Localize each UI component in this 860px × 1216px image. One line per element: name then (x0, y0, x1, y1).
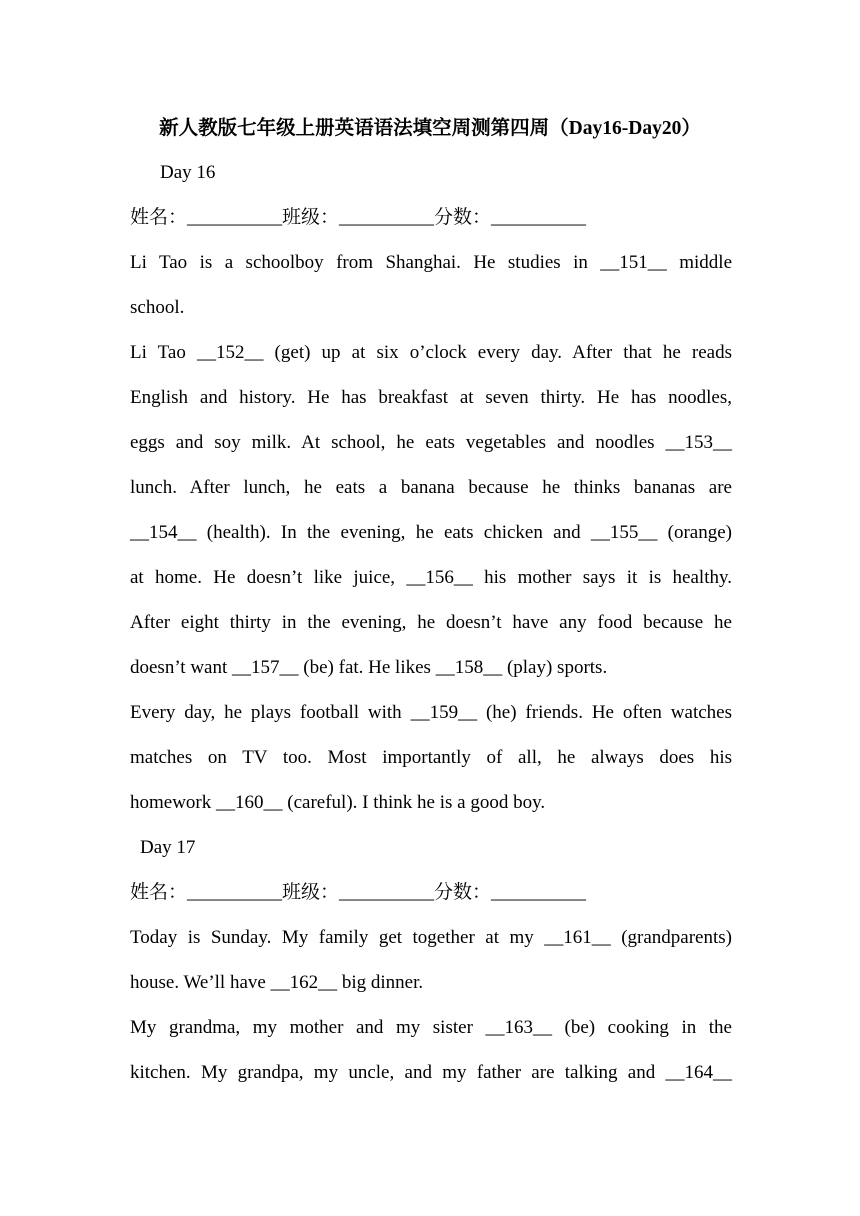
document-page (130, 0, 732, 1216)
day16-text-line: homework __160__ (careful). I think he is a good boy. (130, 792, 546, 813)
day16-text-line: eggs and soy milk. At school, he eats vegetables and noodles __153__ (130, 432, 732, 453)
day16-text-line: matches on TV too. Most importantly of all, he always does his (130, 747, 732, 768)
day16-text-line: Li Tao is a schoolboy from Shanghai. He studies in __151__ middle (130, 252, 732, 273)
day16-text-line: doesn’t want __157__ (be) fat. He likes __158__ (play) sports. (130, 657, 608, 678)
day17-text-line: kitchen. My grandpa, my uncle, and my father are talking and __164__ (130, 1062, 732, 1083)
page-title: 新人教版七年级上册英语语法填空周测第四周（Day16-Day20） (159, 118, 701, 139)
day17-text-line: Today is Sunday. My family get together at my __161__ (grandparents) (130, 927, 732, 948)
day16-text-line: __154__ (health). In the evening, he eats chicken and __155__ (orange) (130, 522, 732, 543)
day16-heading: Day 16 (160, 162, 216, 183)
day16-text-line: Li Tao __152__ (get) up at six o’clock every day. After that he reads (130, 342, 732, 363)
day16-text-line: school. (130, 297, 185, 318)
day16-text-line: lunch. After lunch, he eats a banana because he thinks bananas are (130, 477, 732, 498)
day16-text-line: at home. He doesn’t like juice, __156__ his mother says it is healthy. (130, 567, 732, 588)
day17-info-line: 姓名：__________班级：__________分数：__________ (130, 882, 587, 903)
day16-info-line: 姓名：__________班级：__________分数：__________ (130, 207, 587, 228)
day17-text-line: My grandma, my mother and my sister __163__ (be) cooking in the (130, 1017, 732, 1038)
day16-text-line: Every day, he plays football with __159__ (he) friends. He often watches (130, 702, 732, 723)
day16-text-line: English and history. He has breakfast at seven thirty. He has noodles, (130, 387, 732, 408)
day17-heading: Day 17 (140, 837, 196, 858)
day17-text-line: house. We’ll have __162__ big dinner. (130, 972, 424, 993)
day16-text-line: After eight thirty in the evening, he doesn’t have any food because he (130, 612, 732, 633)
